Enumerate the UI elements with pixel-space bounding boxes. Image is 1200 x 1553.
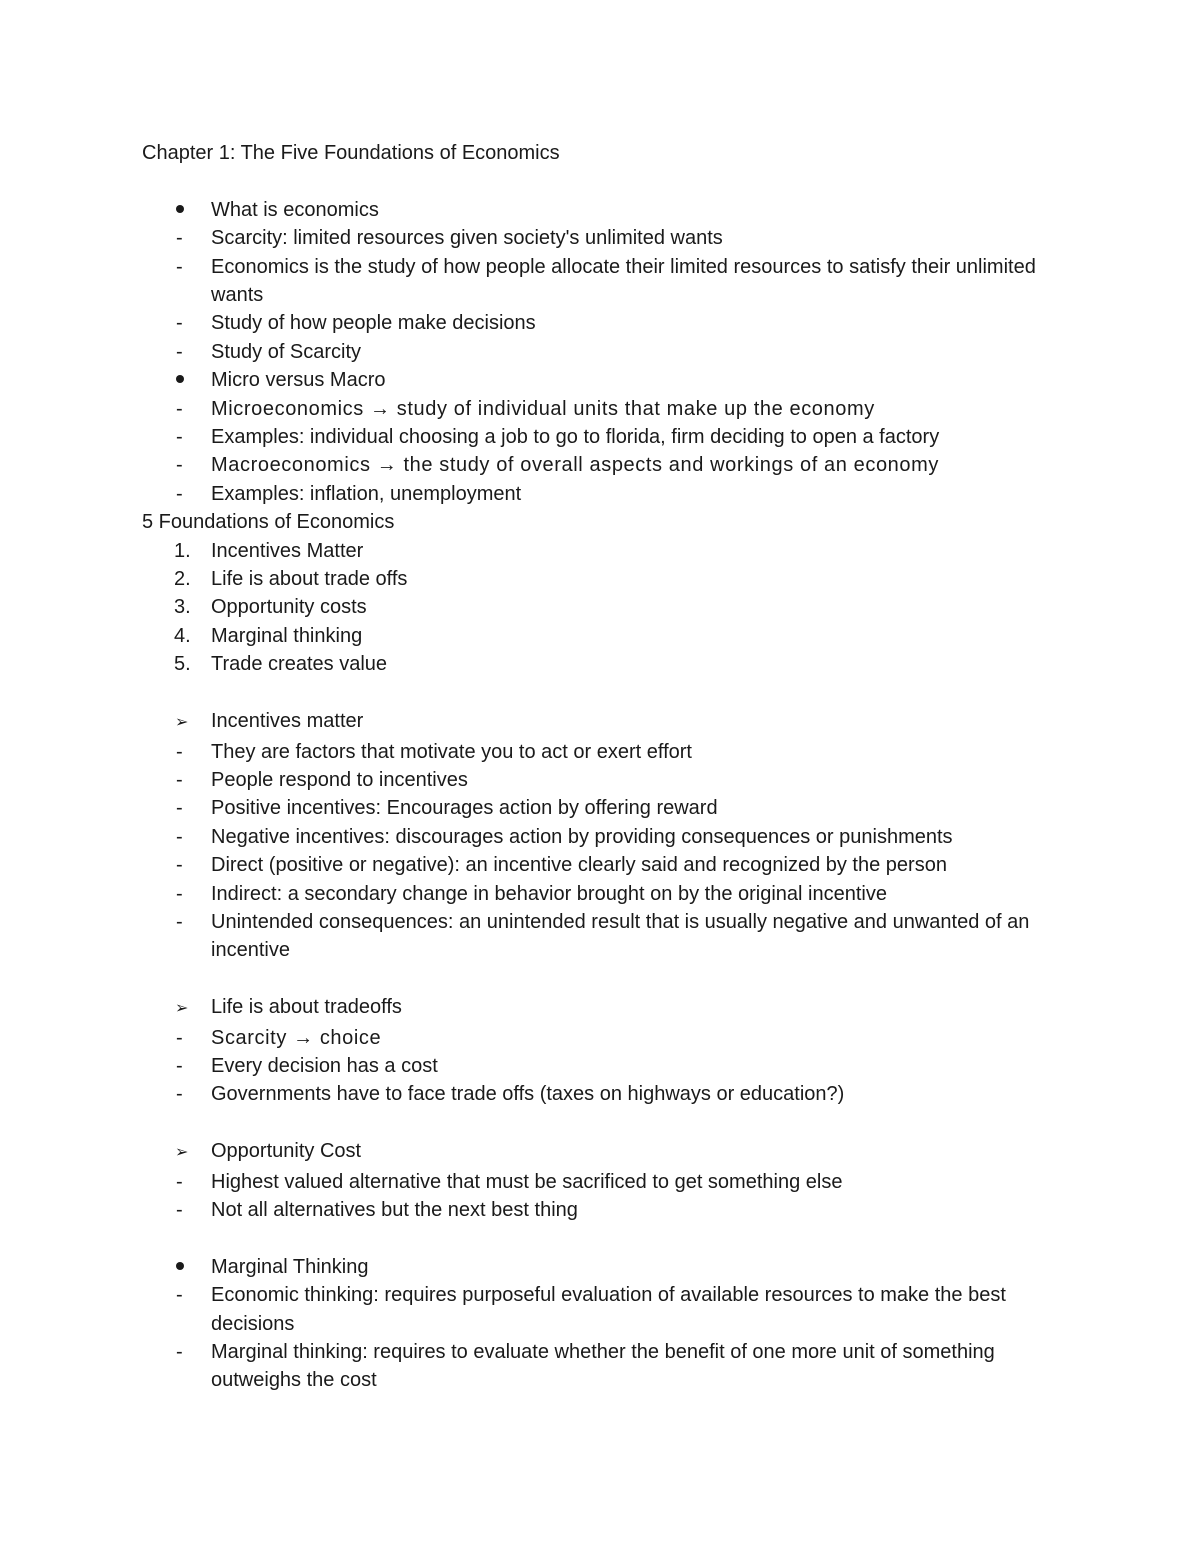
arrowhead-bullet-icon: ➢ [175,1000,189,1018]
arrowhead-bullet-icon: ➢ [175,1144,189,1162]
item-text: Micro versus Macro [211,369,386,392]
section-what-is-economics [142,196,1082,508]
list-item [142,738,1082,766]
section-marginal-thinking [142,1253,1082,1395]
blank-line [142,1109,1082,1137]
list-item [142,395,1082,423]
chapter-title: Chapter 1: The Five Foundations of Economics [142,142,560,164]
item-text: Examples: individual choosing a job to go to florida, firm deciding to open a factory [211,426,940,449]
dash-bullet-icon: - [176,312,183,335]
dash-bullet-icon: - [176,227,183,250]
item-text: Marginal Thinking [211,1255,369,1278]
numbered-item [142,622,1082,650]
document-page [142,139,1082,1395]
numbered-item [142,565,1082,593]
list-item [142,794,1082,822]
item-text: They are factors that motivate you to act or exert effort [211,740,692,763]
item-text: People respond to incentives [211,768,468,791]
item-text: Examples: inflation, unemployment [211,482,522,505]
list-item [142,309,1082,337]
list-item [142,993,1082,1023]
list-item [142,1137,1082,1167]
list-item [142,451,1082,479]
numbered-item [142,593,1082,621]
item-text: Incentives matter [211,710,364,733]
numbered-item [142,537,1082,565]
item-text: Indirect: a secondary change in behavior brought on by the original incentive [211,882,887,905]
list-item [142,823,1082,851]
list-item [142,253,1082,310]
list-item [142,707,1082,737]
item-text: Opportunity costs [211,596,367,619]
item-text: Study of Scarcity [211,340,362,363]
list-item [142,1281,1082,1338]
list-item [142,1080,1082,1108]
section-opportunity-cost [142,1137,1082,1224]
item-text: Highest valued alternative that must be sacrificed to get something else [211,1170,843,1193]
item-text: Opportunity Cost [211,1140,362,1163]
item-text: Positive incentives: Encourages action by offering reward [211,797,718,820]
section-tradeoffs [142,993,1082,1109]
section-incentives [142,707,1082,965]
item-text: Life is about tradeoffs [211,996,402,1019]
list-item [142,1196,1082,1224]
item-text: Scarcity → choice [211,1026,382,1049]
item-text: Every decision has a cost [211,1054,438,1077]
blank-line [142,167,1082,195]
item-text: Not all alternatives but the next best thing [211,1198,578,1221]
item-text: Marginal thinking: requires to evaluate whether the benefit of one more unit of something outweighs the cost [211,1340,995,1392]
dash-bullet-icon: - [176,1170,183,1193]
item-text: Unintended consequences: an unintended result that is usually negative and unwanted of an incentive [211,910,1030,962]
bullet-icon [142,1253,211,1281]
list-item [142,908,1082,965]
dash-bullet-icon: - [176,854,183,877]
list-item [142,224,1082,252]
blank-line [142,1224,1082,1252]
dash-bullet-icon: - [176,1340,183,1363]
dash-bullet-icon: - [176,1198,183,1221]
dash-bullet-icon: - [176,910,183,933]
dash-bullet-icon: - [176,882,183,905]
bullet-icon [142,196,211,224]
list-item [142,766,1082,794]
list-item [142,1024,1082,1052]
blank-line [142,965,1082,993]
dash-bullet-icon: - [176,1083,183,1106]
item-text: Scarcity: limited resources given society's unlimited wants [211,227,723,250]
dash-bullet-icon: - [176,797,183,820]
foundations-heading: 5 Foundations of Economics [142,511,395,534]
dash-bullet-icon: - [176,482,183,505]
item-text: Macroeconomics → the study of overall aspects and workings of an economy [211,454,939,477]
item-text: Trade creates value [211,653,388,676]
item-number: 2. [174,568,191,591]
list-item [142,1052,1082,1080]
list-item [142,880,1082,908]
item-text: Microeconomics → study of individual units that make up the economy [211,397,875,420]
list-item [142,338,1082,366]
item-text: Study of how people make decisions [211,312,536,335]
numbered-item [142,650,1082,678]
dash-bullet-icon: - [176,426,183,449]
item-number: 3. [174,596,191,619]
list-item [142,1168,1082,1196]
list-item [142,1253,1082,1281]
item-text: Economic thinking: requires purposeful evaluation of available resources to make the best decisions [211,1284,1006,1335]
dash-bullet-icon: - [176,454,183,477]
item-text: Life is about trade offs [211,568,408,591]
dash-bullet-icon: - [176,397,183,420]
dash-bullet-icon: - [176,255,183,278]
arrowhead-bullet-icon: ➢ [175,714,189,732]
dash-bullet-icon: - [176,1026,183,1049]
dash-bullet-icon: - [176,740,183,763]
item-text: Governments have to face trade offs (taxes on highways or education?) [211,1083,845,1106]
dash-bullet-icon: - [176,825,183,848]
item-text: Marginal thinking [211,624,363,647]
list-item [142,423,1082,451]
list-item [142,851,1082,879]
list-item [142,366,1082,394]
item-text: Negative incentives: discourages action by providing consequences or punishments [211,825,953,848]
item-text: What is economics [211,198,379,221]
bullet-icon [142,366,211,394]
item-text: Economics is the study of how people allocate their limited resources to satisfy their unlimited wants [211,255,1036,307]
dash-bullet-icon: - [176,340,183,363]
item-text: Direct (positive or negative): an incentive clearly said and recognized by the person [211,854,947,877]
dash-bullet-icon: - [176,1284,183,1307]
dash-bullet-icon: - [176,768,183,791]
item-number: 5. [174,653,191,676]
list-item [142,480,1082,508]
blank-line [142,679,1082,707]
foundations-list [142,537,1082,679]
list-item [142,196,1082,224]
item-text: Incentives Matter [211,539,364,562]
dash-bullet-icon: - [176,1054,183,1077]
item-number: 1. [174,539,191,562]
item-number: 4. [174,624,191,647]
list-item [142,1338,1082,1395]
